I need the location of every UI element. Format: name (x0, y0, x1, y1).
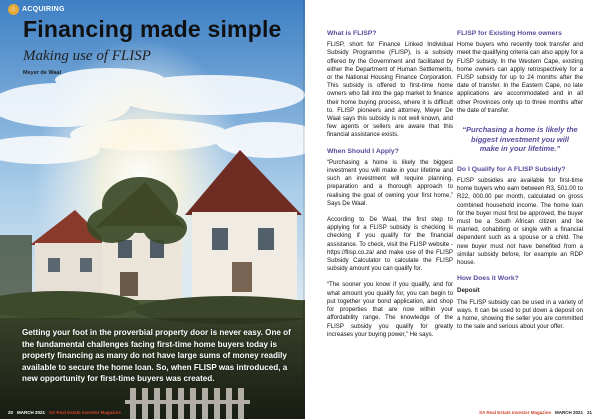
paragraph: “The sooner you know if you qualify, and for what amount you qualify for, you can begin to put together your bond application, and shop for properties that are now within your affordability range. The knowledge of the FLISP subsidy you qualify for greatly increases your buying power,” He says. (327, 281, 453, 338)
article-title: Financing made simple (23, 16, 282, 42)
section-heading: When Should I Apply? (327, 147, 399, 155)
intro-paragraph: Getting your foot in the proverbial property door is never easy. One of the fundamental challenges facing first-time home buyers today is property financing as many do not have large sums of money readily available to secure the home loan. So, when FLISP was introduced, a new opportunity for first-time buyers was created. (22, 328, 291, 384)
left-footer (8, 410, 121, 415)
issue-date: MARCH 2021 (554, 410, 583, 415)
paragraph: The FLISP subsidy can be used in a variety of ways. It can be used to put down a deposit on a home, showing the seller you are committed to the sale and serious about your offer. (457, 298, 583, 331)
author-byline: Meyer de Waal (23, 70, 62, 76)
paragraph: FLISP, short for Finance Linked Individual Subsidy Programme (FLISP), is a subsidy offered by the Government and facilitated by either the Department of Human Settlements, or the National Housing Finance Corporation. This subsidy is offered to first-time home owners who fall into the gap market to finance their home buying process, where it is difficult to. FLISP pioneers and attorney, Meyer De Waal says this subsidy is not well known, and few agents or sellers are aware that this financial assistance exists. (327, 41, 453, 139)
section-heading: Do I Qualify for A FLISP Subsidy? (457, 165, 566, 173)
right-page (305, 0, 600, 419)
pull-quote: “Purchasing a home is likely the biggest investment you will make in your lifetime.” (462, 125, 578, 154)
right-footer (479, 410, 592, 415)
category-label (8, 4, 65, 15)
page-number: 20 (8, 410, 14, 415)
section-heading: What is FLISP? (327, 30, 377, 37)
paragraph: According to De Waal, the first step to applying for a FLISP subsidy is checking is checking if you qualify for the financial assistance. To check, visit the FLISP website - https://flisp.co.za/ and make use of the FLISP Subsidy Calculator to calculate the FLISP subsidy amount you can qualify for. (327, 216, 453, 273)
paragraph: FLISP subsidies are available for first-time home buyers who earn between R3, 501.00 to R22, 000.00 per month, calculated on gross combined household income. The home loan for the buyer must first be approved, the buyer must be a South African citizen and be married, cohabiting or single with a financial dependent such as a spouse or a child. The new buyer must not have benefited from a similar subsidy before, for example an RDP house. (457, 177, 583, 267)
column-2 (457, 30, 583, 339)
paragraph: “Purchasing a home is likely the biggest investment you will make in your lifetime and such an investment will require planning, preparation and a thorough approach to realising the goal of owning your first home,” Says De Waal. (327, 158, 453, 207)
column-1 (327, 30, 453, 347)
category-text: ACQUIRING (22, 6, 65, 13)
section-heading: FLISP for Existing Home owners (457, 30, 562, 37)
subsection-heading: Deposit (457, 287, 480, 295)
home-icon: ⌂ (8, 4, 19, 15)
publication-name: SA Real Estate Investor Magazine (49, 410, 121, 415)
article-subtitle: Making use of FLISP (23, 48, 151, 64)
publication-name: SA Real Estate Investor Magazine (479, 410, 551, 415)
issue-date: MARCH 2021 (17, 410, 46, 415)
paragraph: Home buyers who recently took transfer and meet the qualifying criteria can also apply for a FLISP subsidy. In the Western Cape, existing home owners can apply retrospectively for a FLISP subsidy for up to 24 months after the date of transfer. In the Eastern Cape, no late applications are accommodated and in all other Provinces only up to three months after the date of transfer. (457, 41, 583, 114)
section-heading: How Does it Work? (457, 275, 519, 283)
page-number: 21 (586, 410, 592, 415)
